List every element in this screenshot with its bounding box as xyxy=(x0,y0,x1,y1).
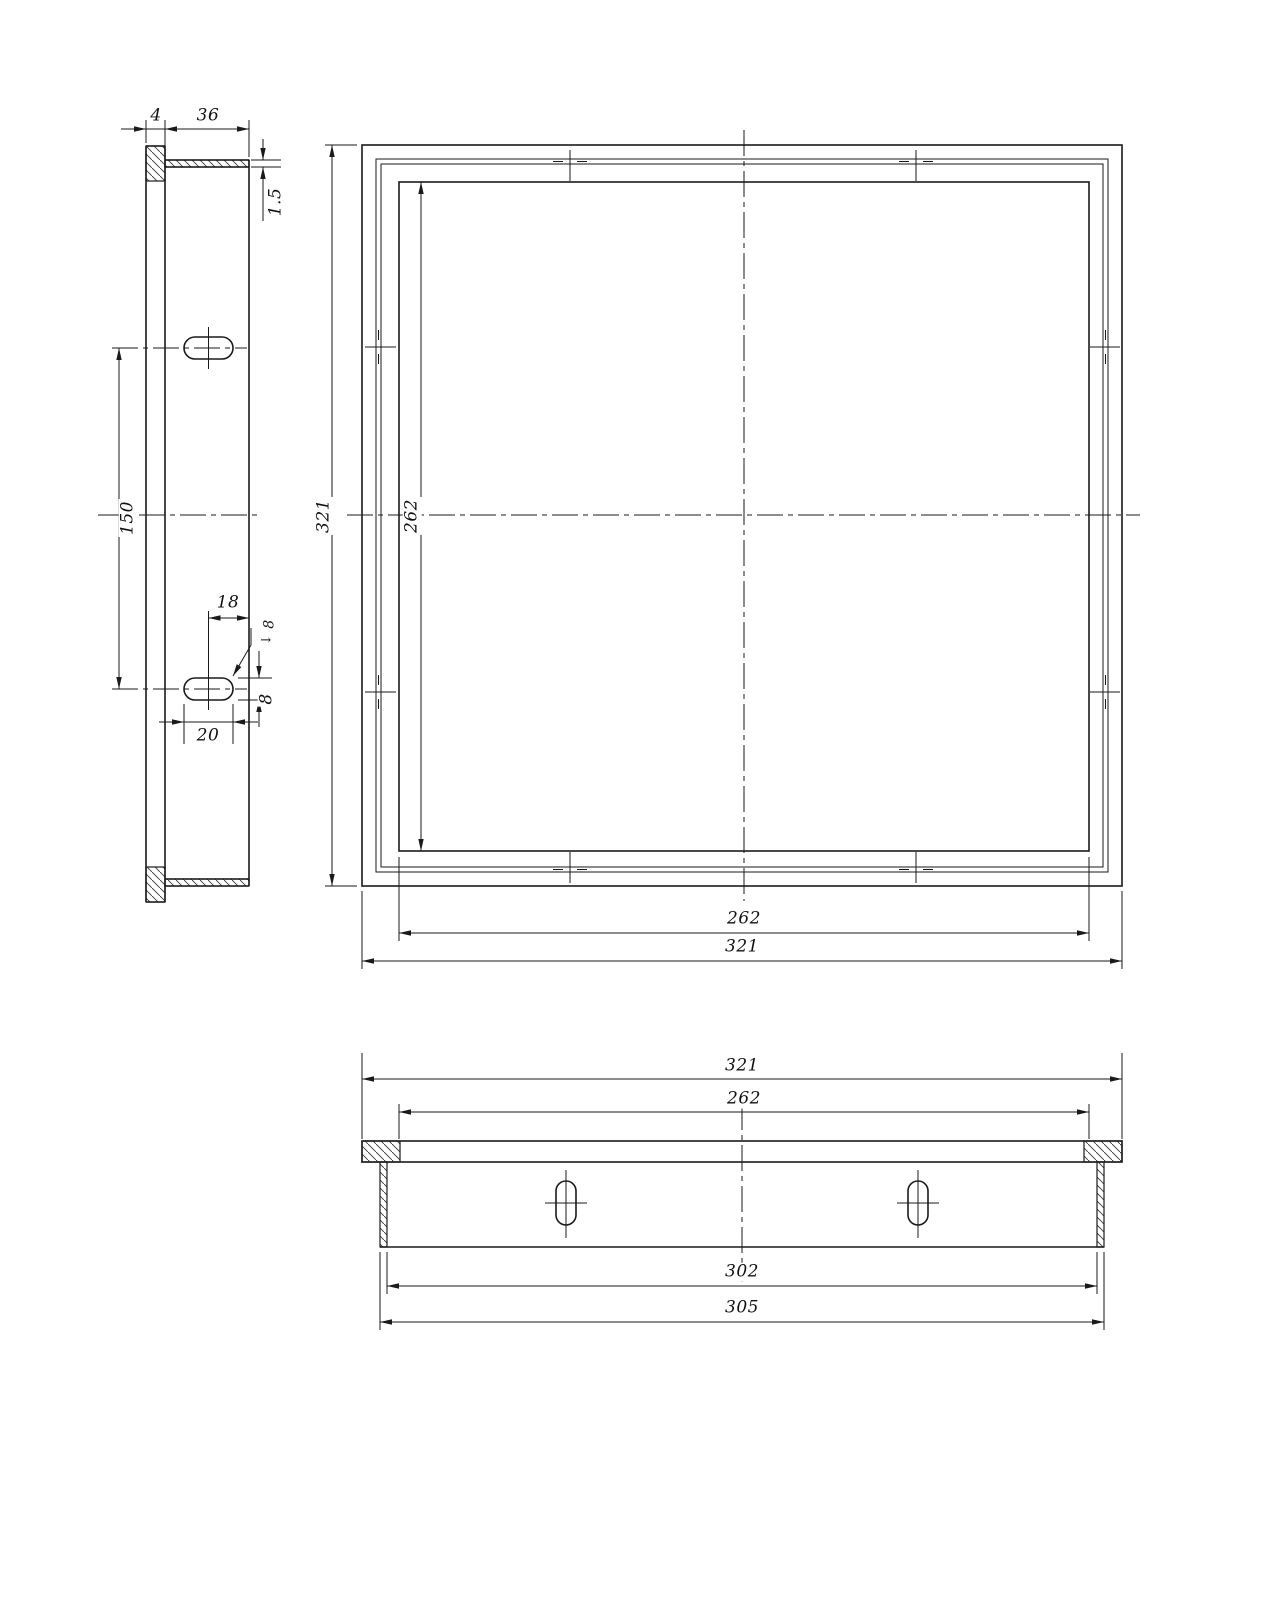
dim-slot-callout: 8 xyxy=(261,619,278,629)
dim-slot-spacing: 150 xyxy=(117,501,138,535)
dim-slot-height: 8 xyxy=(256,693,277,705)
dim-front-opening-width: 262 xyxy=(727,908,761,929)
top-lip-section xyxy=(165,160,249,167)
dim-front-opening-height: 262 xyxy=(401,499,422,533)
dim-lip-thickness: 1.5 xyxy=(265,187,286,217)
dim-bottom-outer-width: 321 xyxy=(725,1055,759,1076)
slot-callout-arrow-icon: → xyxy=(260,632,272,648)
flange-left-section xyxy=(362,1141,400,1162)
dim-flange-width: 4 xyxy=(150,105,162,126)
top-flange-section xyxy=(146,146,165,181)
dim-bottom-inner-width: 302 xyxy=(725,1261,759,1282)
dim-front-outer-height: 321 xyxy=(313,499,334,533)
dim-bottom-body-width: 305 xyxy=(725,1297,759,1318)
bottom-flange-section xyxy=(146,867,165,902)
dim-bottom-opening-width: 262 xyxy=(727,1088,761,1109)
dim-front-outer-width: 321 xyxy=(725,936,759,957)
front-view xyxy=(325,130,1140,969)
right-wall-section xyxy=(1097,1162,1104,1247)
flange-right-section xyxy=(1084,1141,1122,1162)
dim-slot-width: 20 xyxy=(196,725,220,746)
dim-depth: 36 xyxy=(196,105,220,126)
bottom-lip-section xyxy=(165,879,249,886)
dim-slot-offset: 18 xyxy=(216,592,240,613)
left-wall-section xyxy=(380,1162,387,1247)
